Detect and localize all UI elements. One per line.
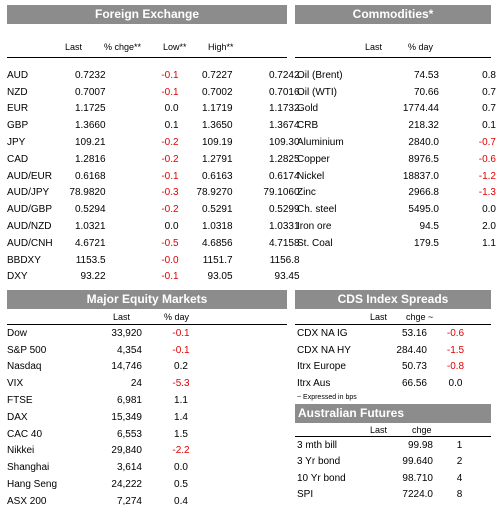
table-row bbox=[7, 325, 220, 342]
change-value: 1.5 bbox=[174, 428, 188, 440]
equity-rows bbox=[7, 325, 220, 505]
futures-col-chg: chge bbox=[412, 425, 432, 435]
futures-rows bbox=[297, 437, 486, 503]
market-name: Dow bbox=[7, 327, 28, 339]
cds-title: CDS Index Spreads bbox=[295, 290, 491, 309]
change-value: -0.6 bbox=[446, 327, 465, 339]
pct-change: 0.0 bbox=[164, 221, 179, 233]
fx-col-chg: % chge** bbox=[104, 42, 142, 52]
change-value: -1.3 bbox=[478, 187, 496, 199]
fx-col-last: Last bbox=[65, 42, 83, 52]
fx-title: Foreign Exchange bbox=[7, 5, 287, 24]
pct-change: -0.1 bbox=[161, 271, 179, 283]
currency-name: AUD/GBP bbox=[7, 204, 53, 216]
fx-col-high: High** bbox=[208, 42, 234, 52]
currency-name: AUD/JPY bbox=[7, 187, 50, 199]
low-value: 0.5291 bbox=[201, 204, 233, 216]
last-value: 1.2816 bbox=[74, 153, 106, 165]
futures-table bbox=[297, 437, 486, 503]
market-name: Nasdaq bbox=[7, 361, 42, 373]
table-row bbox=[297, 185, 496, 202]
change-value: 0.7 bbox=[482, 86, 496, 98]
last-value: 99.640 bbox=[402, 456, 433, 468]
last-value: 109.21 bbox=[74, 137, 106, 149]
last-value: 1.3660 bbox=[74, 120, 106, 132]
high-value: 1.3674 bbox=[268, 120, 300, 132]
table-row bbox=[297, 151, 496, 168]
last-value: 6,981 bbox=[116, 395, 142, 407]
index-name: CDX NA IG bbox=[297, 327, 348, 339]
currency-name: AUD bbox=[7, 69, 29, 81]
table-row bbox=[7, 476, 220, 493]
change-value: 0.0 bbox=[482, 204, 496, 216]
last-value: 5495.0 bbox=[408, 204, 439, 216]
change-value: 1.4 bbox=[174, 411, 188, 423]
last-value: 7224.0 bbox=[402, 489, 433, 501]
table-row bbox=[297, 359, 484, 376]
commodities-title: Commodities* bbox=[295, 5, 491, 24]
change-value: -0.8 bbox=[446, 361, 465, 373]
change-value: 0.8 bbox=[482, 69, 496, 81]
table-row bbox=[7, 235, 300, 252]
cds-note: ~ Expressed in bps bbox=[297, 394, 357, 401]
commodity-name: Copper bbox=[297, 153, 330, 165]
change-value: -0.1 bbox=[172, 327, 190, 339]
change-value: -1.2 bbox=[478, 170, 496, 182]
table-row bbox=[7, 269, 300, 286]
change-value: -0.7 bbox=[478, 137, 496, 149]
high-value: 1.1732 bbox=[268, 103, 300, 115]
futures-title: Australian Futures bbox=[295, 404, 491, 423]
table-row bbox=[297, 201, 496, 218]
last-value: 0.7007 bbox=[74, 86, 106, 98]
low-value: 1.3650 bbox=[201, 120, 233, 132]
table-row bbox=[7, 117, 300, 134]
change-value: 0.4 bbox=[174, 495, 188, 505]
equity-col-chg: % day bbox=[164, 312, 190, 322]
commodity-name: Gold bbox=[297, 103, 319, 115]
change-value: -2.2 bbox=[172, 445, 190, 457]
table-row bbox=[7, 67, 300, 84]
last-value: 2840.0 bbox=[408, 137, 439, 149]
last-value: 24 bbox=[130, 378, 142, 390]
last-value: 14,746 bbox=[111, 361, 142, 373]
table-row bbox=[297, 375, 484, 392]
high-value: 79.1060 bbox=[263, 187, 300, 199]
low-value: 1.2791 bbox=[201, 153, 233, 165]
low-value: 0.6163 bbox=[201, 170, 233, 182]
currency-name: GBP bbox=[7, 120, 29, 132]
index-name: CDX NA HY bbox=[297, 344, 351, 356]
table-row bbox=[297, 101, 496, 118]
table-row bbox=[297, 487, 486, 504]
commodity-name: Aluminium bbox=[297, 137, 344, 149]
table-row bbox=[7, 375, 220, 392]
equity-panel bbox=[7, 290, 287, 309]
table-row bbox=[7, 218, 300, 235]
fx-divider bbox=[7, 57, 287, 58]
last-value: 179.5 bbox=[413, 237, 439, 249]
low-value: 1.1719 bbox=[201, 103, 233, 115]
last-value: 93.22 bbox=[80, 271, 106, 283]
table-row bbox=[297, 235, 496, 252]
last-value: 4.6721 bbox=[74, 237, 106, 249]
pct-change: -0.1 bbox=[161, 86, 179, 98]
index-name: Itrx Aus bbox=[297, 378, 331, 390]
last-value: 78.9820 bbox=[69, 187, 106, 199]
high-value: 1.0331 bbox=[268, 221, 300, 233]
futures-panel bbox=[295, 404, 491, 423]
market-name: S&P 500 bbox=[7, 344, 47, 356]
table-row bbox=[7, 392, 220, 409]
commodities-table bbox=[297, 67, 496, 252]
currency-name: CAD bbox=[7, 153, 29, 165]
last-value: 0.6168 bbox=[74, 170, 106, 182]
table-row bbox=[7, 201, 300, 218]
table-row bbox=[297, 84, 496, 101]
currency-name: BBDXY bbox=[7, 254, 41, 266]
commodities-panel bbox=[295, 5, 491, 24]
last-value: 29,840 bbox=[111, 445, 142, 457]
last-value: 3,614 bbox=[116, 462, 142, 474]
low-value: 0.7002 bbox=[201, 86, 233, 98]
last-value: 18837.0 bbox=[402, 170, 439, 182]
contract-name: SPI bbox=[297, 489, 314, 501]
market-name: FTSE bbox=[7, 395, 33, 407]
last-value: 50.73 bbox=[401, 361, 427, 373]
table-row bbox=[7, 493, 220, 505]
currency-name: AUD/NZD bbox=[7, 221, 52, 233]
last-value: 15,349 bbox=[111, 411, 142, 423]
table-row bbox=[297, 117, 496, 134]
change-value: -1.5 bbox=[446, 344, 465, 356]
change-value: -5.3 bbox=[172, 378, 190, 390]
table-row bbox=[7, 101, 300, 118]
low-value: 93.05 bbox=[207, 271, 233, 283]
pct-change: 0.0 bbox=[164, 103, 179, 115]
table-row bbox=[7, 134, 300, 151]
high-value: 0.7016 bbox=[268, 86, 300, 98]
last-value: 7,274 bbox=[116, 495, 142, 505]
last-value: 53.16 bbox=[401, 327, 427, 339]
table-row bbox=[297, 168, 496, 185]
table-row bbox=[7, 409, 220, 426]
contract-name: 3 mth bill bbox=[297, 439, 338, 451]
market-name: ASX 200 bbox=[7, 495, 47, 505]
table-row bbox=[7, 359, 220, 376]
low-value: 109.19 bbox=[201, 137, 233, 149]
change-value: 1.1 bbox=[174, 395, 188, 407]
last-value: 1.1725 bbox=[74, 103, 106, 115]
high-value: 1156.8 bbox=[269, 254, 300, 266]
last-value: 70.66 bbox=[413, 86, 439, 98]
last-value: 33,920 bbox=[111, 327, 142, 339]
last-value: 66.56 bbox=[401, 378, 427, 390]
pct-change: -0.2 bbox=[161, 153, 179, 165]
high-value: 93.45 bbox=[274, 271, 300, 283]
change-value: 1.1 bbox=[482, 237, 496, 249]
high-value: 109.30 bbox=[268, 137, 300, 149]
table-row bbox=[297, 134, 496, 151]
table-row bbox=[297, 454, 486, 471]
market-name: VIX bbox=[7, 378, 24, 390]
currency-name: DXY bbox=[7, 271, 28, 283]
table-row bbox=[7, 185, 300, 202]
last-value: 1153.5 bbox=[75, 254, 106, 266]
last-value: 2966.8 bbox=[408, 187, 439, 199]
equity-title: Major Equity Markets bbox=[7, 290, 287, 309]
table-row bbox=[297, 342, 484, 359]
last-value: 8976.5 bbox=[408, 153, 439, 165]
change-value: 1 bbox=[456, 439, 463, 451]
equity-table bbox=[7, 325, 220, 505]
last-value: 1774.44 bbox=[402, 103, 439, 115]
high-value: 0.6174 bbox=[268, 170, 300, 182]
low-value: 0.7227 bbox=[201, 69, 233, 81]
commodity-name: Oil (WTI) bbox=[297, 86, 337, 98]
currency-name: JPY bbox=[7, 137, 26, 149]
currency-name: AUD/CNH bbox=[7, 237, 53, 249]
market-name: DAX bbox=[7, 411, 28, 423]
low-value: 78.9270 bbox=[196, 187, 233, 199]
table-row bbox=[297, 218, 496, 235]
pct-change: -0.0 bbox=[161, 254, 179, 266]
pct-change: -0.1 bbox=[161, 69, 179, 81]
fx-panel bbox=[7, 5, 287, 24]
change-value: -0.1 bbox=[172, 344, 190, 356]
change-value: 0.0 bbox=[448, 378, 463, 390]
high-value: 1.2825 bbox=[268, 153, 300, 165]
cds-col-last: Last bbox=[370, 312, 388, 322]
equity-col-last: Last bbox=[113, 312, 131, 322]
change-value: 0.0 bbox=[174, 462, 188, 474]
high-value: 0.7242 bbox=[268, 69, 300, 81]
low-value: 1151.7 bbox=[202, 254, 233, 266]
change-value: 0.1 bbox=[482, 120, 496, 132]
market-name: CAC 40 bbox=[7, 428, 43, 440]
table-row bbox=[297, 470, 486, 487]
change-value: 2.0 bbox=[482, 221, 496, 233]
commodity-name: CRB bbox=[297, 120, 319, 132]
low-value: 4.6856 bbox=[201, 237, 233, 249]
pct-change: -0.3 bbox=[161, 187, 179, 199]
last-value: 284.40 bbox=[396, 344, 427, 356]
table-row bbox=[297, 437, 486, 454]
table-row bbox=[297, 67, 496, 84]
change-value: 0.7 bbox=[482, 103, 496, 115]
table-row bbox=[7, 151, 300, 168]
commodity-name: Oil (Brent) bbox=[297, 69, 343, 81]
fx-col-low: Low** bbox=[163, 42, 187, 52]
table-row bbox=[7, 342, 220, 359]
commodity-name: Ch. steel bbox=[297, 204, 337, 216]
pct-change: -0.2 bbox=[161, 204, 179, 216]
change-value: -0.6 bbox=[478, 153, 496, 165]
pct-change: -0.1 bbox=[161, 170, 179, 182]
market-name: Shanghai bbox=[7, 462, 50, 474]
last-value: 0.7232 bbox=[74, 69, 106, 81]
last-value: 98.710 bbox=[402, 472, 433, 484]
last-value: 24,222 bbox=[111, 479, 142, 491]
commodities-divider bbox=[295, 57, 491, 58]
cds-col-chg: chge ~ bbox=[406, 312, 434, 322]
commodities-col-chg: % day bbox=[408, 42, 434, 52]
currency-name: NZD bbox=[7, 86, 28, 98]
cds-panel bbox=[295, 290, 491, 309]
commodity-name: Nickel bbox=[297, 170, 325, 182]
futures-col-last: Last bbox=[370, 425, 388, 435]
pct-change: -0.2 bbox=[161, 137, 179, 149]
last-value: 1.0321 bbox=[74, 221, 106, 233]
fx-rows bbox=[7, 67, 300, 285]
cds-table bbox=[297, 325, 484, 392]
change-value: 8 bbox=[456, 489, 463, 501]
last-value: 0.5294 bbox=[74, 204, 106, 216]
commodity-name: Iron ore bbox=[297, 221, 332, 233]
table-row bbox=[7, 459, 220, 476]
change-value: 0.2 bbox=[174, 361, 188, 373]
table-row bbox=[7, 443, 220, 460]
commodity-name: Zinc bbox=[297, 187, 316, 199]
last-value: 218.32 bbox=[408, 120, 439, 132]
currency-name: EUR bbox=[7, 103, 29, 115]
table-row bbox=[7, 426, 220, 443]
contract-name: 3 Yr bond bbox=[297, 456, 341, 468]
pct-change: 0.1 bbox=[164, 120, 179, 132]
market-name: Hang Seng bbox=[7, 479, 58, 491]
change-value: 2 bbox=[456, 456, 463, 468]
last-value: 6,553 bbox=[116, 428, 142, 440]
change-value: 0.5 bbox=[174, 479, 188, 491]
table-row bbox=[297, 325, 484, 342]
commodity-name: St. Coal bbox=[297, 237, 333, 249]
fx-table bbox=[7, 67, 300, 285]
commodities-rows bbox=[297, 67, 496, 252]
currency-name: AUD/EUR bbox=[7, 170, 53, 182]
cds-rows bbox=[297, 325, 484, 392]
commodities-col-last: Last bbox=[365, 42, 383, 52]
market-name: Nikkei bbox=[7, 445, 35, 457]
last-value: 4,354 bbox=[116, 344, 142, 356]
pct-change: -0.5 bbox=[161, 237, 179, 249]
last-value: 74.53 bbox=[413, 69, 439, 81]
change-value: 4 bbox=[456, 472, 463, 484]
table-row bbox=[7, 84, 300, 101]
contract-name: 10 Yr bond bbox=[297, 472, 346, 484]
table-row bbox=[7, 168, 300, 185]
high-value: 4.7158 bbox=[268, 237, 300, 249]
table-row bbox=[7, 252, 300, 269]
index-name: Itrx Europe bbox=[297, 361, 346, 373]
low-value: 1.0318 bbox=[201, 221, 233, 233]
high-value: 0.5299 bbox=[268, 204, 300, 216]
last-value: 99.98 bbox=[407, 439, 433, 451]
last-value: 94.5 bbox=[419, 221, 439, 233]
